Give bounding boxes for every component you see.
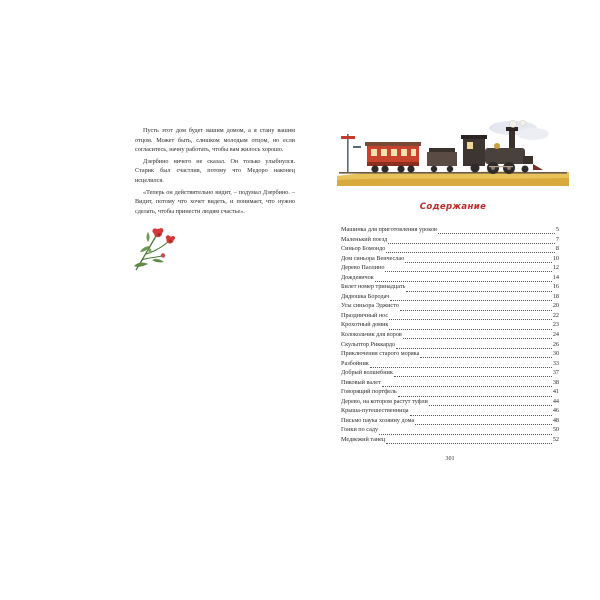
toc-entry-page: 48 — [552, 416, 559, 424]
toc-entry — [341, 387, 559, 397]
toc-entry — [341, 254, 559, 264]
toc-entry-title: Дом синьора Венчеслао — [341, 254, 405, 262]
table-of-contents — [341, 225, 559, 445]
steam-train-illustration — [337, 120, 569, 186]
toc-entry — [341, 349, 559, 359]
toc-entry-page: 10 — [552, 254, 559, 262]
toc-entry-title: Крыша-путешественница — [341, 407, 409, 415]
toc-entry-page: 22 — [552, 311, 559, 319]
toc-leader-dots — [379, 428, 552, 435]
toc-entry-page: 46 — [552, 407, 559, 415]
toc-leader-dots — [386, 246, 555, 253]
toc-entry — [341, 330, 559, 340]
toc-entry-page: 38 — [552, 378, 559, 386]
story-paragraph: Пусть этот дом будет вашим домом, а я стану вашим отцом. Может быть, слишком молодым отцом, но если согласитесь, начну работать, чтобы вам жилось хорошо. — [135, 127, 295, 154]
toc-entry-title: Машинка для приготовления уроков — [341, 226, 437, 233]
toc-entry-title: Разбойник — [341, 359, 369, 367]
toc-entry-title: Праздничный нос — [341, 311, 389, 319]
toc-entry — [341, 406, 559, 416]
toc-leader-dots — [386, 437, 552, 444]
toc-entry — [341, 397, 559, 407]
toc-entry-title: Дядюшка Бородач — [341, 292, 390, 300]
toc-entry — [341, 282, 559, 292]
toc-entry — [341, 416, 559, 426]
toc-entry-page: 23 — [552, 321, 559, 329]
toc-entry-title: Говорящий портфель — [341, 388, 397, 396]
toc-entry-title: Дерево Паолино — [341, 264, 385, 272]
story-text — [135, 126, 295, 218]
toc-leader-dots — [438, 227, 555, 234]
toc-entry — [341, 340, 559, 350]
toc-entry — [341, 425, 559, 435]
toc-entry — [341, 301, 559, 311]
toc-leader-dots — [388, 237, 555, 244]
toc-entry-page: 37 — [552, 369, 559, 377]
toc-entry-page: 26 — [552, 340, 559, 348]
toc-entry — [341, 378, 559, 388]
toc-entry — [341, 225, 559, 235]
toc-leader-dots — [420, 351, 551, 358]
toc-entry-title: Крохотный домик — [341, 321, 389, 329]
toc-entry — [341, 311, 559, 321]
toc-entry — [341, 435, 559, 445]
page-number: 301 — [445, 455, 455, 462]
story-paragraph: «Теперь он действительно видит, – подумал Дзербино. – Видит, потому что хочет видеть, и понимает, что нужно сделать, чтобы принести людям счастье». — [135, 188, 295, 215]
toc-entry — [341, 273, 559, 283]
toc-leader-dots — [396, 342, 552, 349]
toc-leader-dots — [400, 304, 552, 311]
toc-entry-page: 7 — [555, 235, 559, 243]
toc-entry-title: Добрый волшебник — [341, 369, 393, 377]
toc-entry-title: Медвежий танец — [341, 436, 386, 444]
toc-entry-page: 30 — [552, 350, 559, 358]
toc-entry-title: Скульптор Риккардо — [341, 340, 396, 348]
toc-entry-title: Гонки по саду — [341, 426, 379, 434]
toc-entry-page: 12 — [552, 264, 559, 272]
toc-entry-page: 33 — [552, 359, 559, 367]
toc-leader-dots — [390, 294, 552, 301]
toc-entry — [341, 368, 559, 378]
toc-entry-page: 24 — [552, 331, 559, 339]
toc-entry-title: Колокольчик для воров — [341, 331, 402, 339]
carnation-flower-illustration — [122, 222, 184, 272]
toc-leader-dots — [415, 418, 552, 425]
toc-entry — [341, 359, 559, 369]
toc-leader-dots — [385, 265, 551, 272]
toc-entry-page: 16 — [552, 283, 559, 291]
toc-entry-title: Синьор Бомондо — [341, 245, 386, 253]
toc-entry-title: Маленький поезд — [341, 235, 388, 243]
toc-entry-title: Билет номер тринадцать — [341, 283, 406, 291]
toc-leader-dots — [398, 390, 552, 397]
toc-leader-dots — [370, 361, 552, 368]
toc-entry-page: 5 — [555, 226, 559, 233]
toc-entry-page: 8 — [555, 245, 559, 253]
toc-heading: Содержание — [419, 202, 487, 212]
toc-entry-title: Пиковый валет — [341, 378, 381, 386]
toc-leader-dots — [403, 332, 552, 339]
toc-entry-page: 52 — [552, 436, 559, 444]
toc-entry-page: 41 — [552, 388, 559, 396]
toc-entry-page: 18 — [552, 292, 559, 300]
toc-entry-title: Усы синьора Эджисто — [341, 302, 399, 310]
toc-leader-dots — [389, 323, 551, 330]
toc-leader-dots — [389, 313, 552, 320]
toc-entry-title: Письмо паука хозяину дома — [341, 416, 415, 424]
toc-leader-dots — [429, 399, 552, 406]
toc-leader-dots — [382, 380, 552, 387]
toc-entry-title: Приключения старого моряка — [341, 350, 420, 358]
toc-leader-dots — [375, 275, 552, 282]
toc-leader-dots — [410, 409, 552, 416]
toc-entry-page: 50 — [552, 426, 559, 434]
toc-leader-dots — [405, 256, 552, 263]
toc-entry — [341, 244, 559, 254]
toc-entry-title: Дождевичок — [341, 273, 374, 281]
toc-entry-page: 44 — [552, 397, 559, 405]
toc-entry — [341, 320, 559, 330]
toc-entry-page: 20 — [552, 302, 559, 310]
toc-entry-title: Дерево, на котором растут туфли — [341, 397, 428, 405]
toc-entry — [341, 263, 559, 273]
toc-entry — [341, 235, 559, 245]
story-paragraph: Дзербино ничего не сказал. Он только улыбнулся. Старик был счастлив, потому что Медоро наконец исцелился. — [135, 157, 295, 184]
toc-entry-page: 14 — [552, 273, 559, 281]
toc-leader-dots — [394, 370, 552, 377]
toc-entry — [341, 292, 559, 302]
toc-leader-dots — [406, 285, 551, 292]
